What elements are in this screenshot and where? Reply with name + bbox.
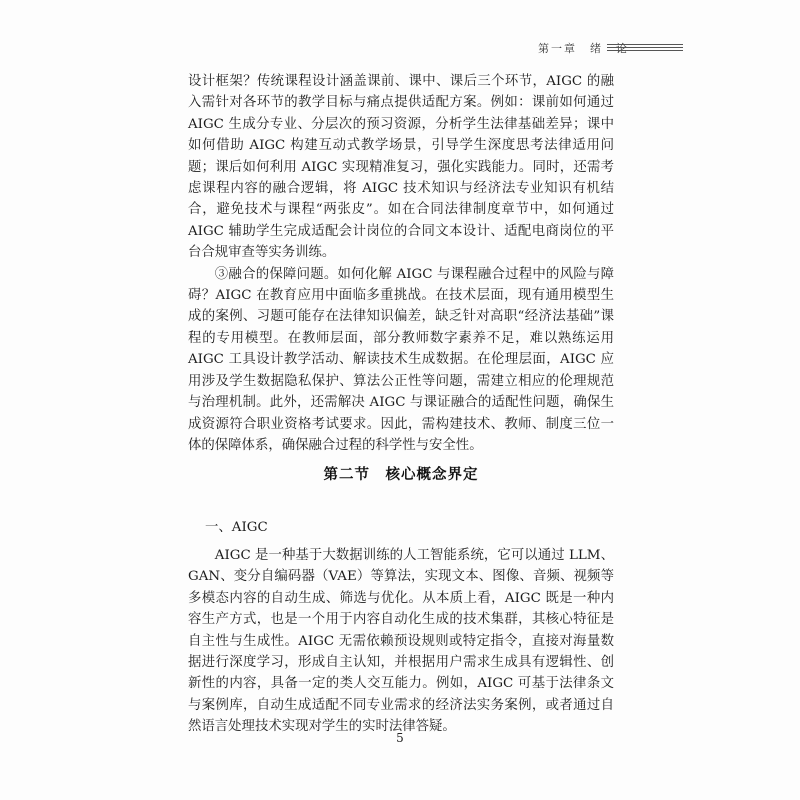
subsection-heading: 一、AIGC bbox=[205, 520, 268, 535]
header-decorative-rules bbox=[607, 44, 683, 54]
paragraph-safeguard-issues: ③融合的保障问题。如何化解 AIGC 与课程融合过程中的风险与障碍？AIGC 在教育应用中面临多重挑战。在技术层面，现有通用模型生成的案例、习题可能存在法律知识偏差，缺乏针对高职“经济法基础”课程的专用模型。在教师层面，部分教师数字素养不足，难以熟练运用 AIGC 工具设计教学活动、解读技术生成数据。在伦理层面，AIGC 应用涉及学生数据隐私保护、算法公正性等问题，需建立相应的伦理规范与治理机制。此外，还需解决 AIGC 与课证融合的适配性问题，确保生成资源符合职业资格考试要求。因此，需构建技术、教师、制度三位一体的保障体系，确保融合过程的科学性与安全性。 bbox=[188, 266, 614, 453]
paragraph-design-framework: 设计框架？传统课程设计涵盖课前、课中、课后三个环节，AIGC 的融入需针对各环节的教学目标与痛点提供适配方案。例如：课前如何通过 AIGC 生成分专业、分层次的预习资源，分析学生法律基础差异；课中如何借助 AIGC 构建互动式教学场景，引导学生深度思考法律适用问题；课后如何利用 AIGC 实现精准复习，强化实践能力。同时，还需考虑课程内容的融合逻辑，将 AIGC 技术知识与经济法专业知识有机结合，避免技术与课程“两张皮”。如在合同法律制度章节中，如何通过 AIGC 辅助学生完成适配会计岗位的合同文本设计、适配电商岗位的平台合规审查等实务训练。 bbox=[188, 74, 614, 261]
section-title: 第二节 核心概念界定 bbox=[323, 467, 479, 483]
page-number: 5 bbox=[396, 731, 404, 745]
body-text-lower bbox=[188, 545, 614, 738]
paragraph-aigc-definition: AIGC 是一种基于大数据训练的人工智能系统，它可以通过 LLM、GAN、变分自编码器（VAE）等算法，实现文本、图像、音频、视频等多模态内容的自动生成、筛选与优化。从本质上看，AIGC 既是一种内容生产方式，也是一个用于内容自动化生成的技术集群，其核心特征是自主性与生成性。AIGC 无需依赖预设规则或特定指令，直接对海量数据进行深度学习，形成自主认知，并根据用户需求生成具有逻辑性、创新性的内容，具备一定的类人交互能力。例如，AIGC 可基于法律条文与案例库，自动生成适配不同专业需求的经济法实务案例，或者通过自然语言处理技术实现对学生的实时法律答疑。 bbox=[188, 548, 614, 735]
body-text-upper bbox=[188, 71, 614, 456]
running-header-chapter: 第一章 绪 论 bbox=[538, 42, 629, 55]
